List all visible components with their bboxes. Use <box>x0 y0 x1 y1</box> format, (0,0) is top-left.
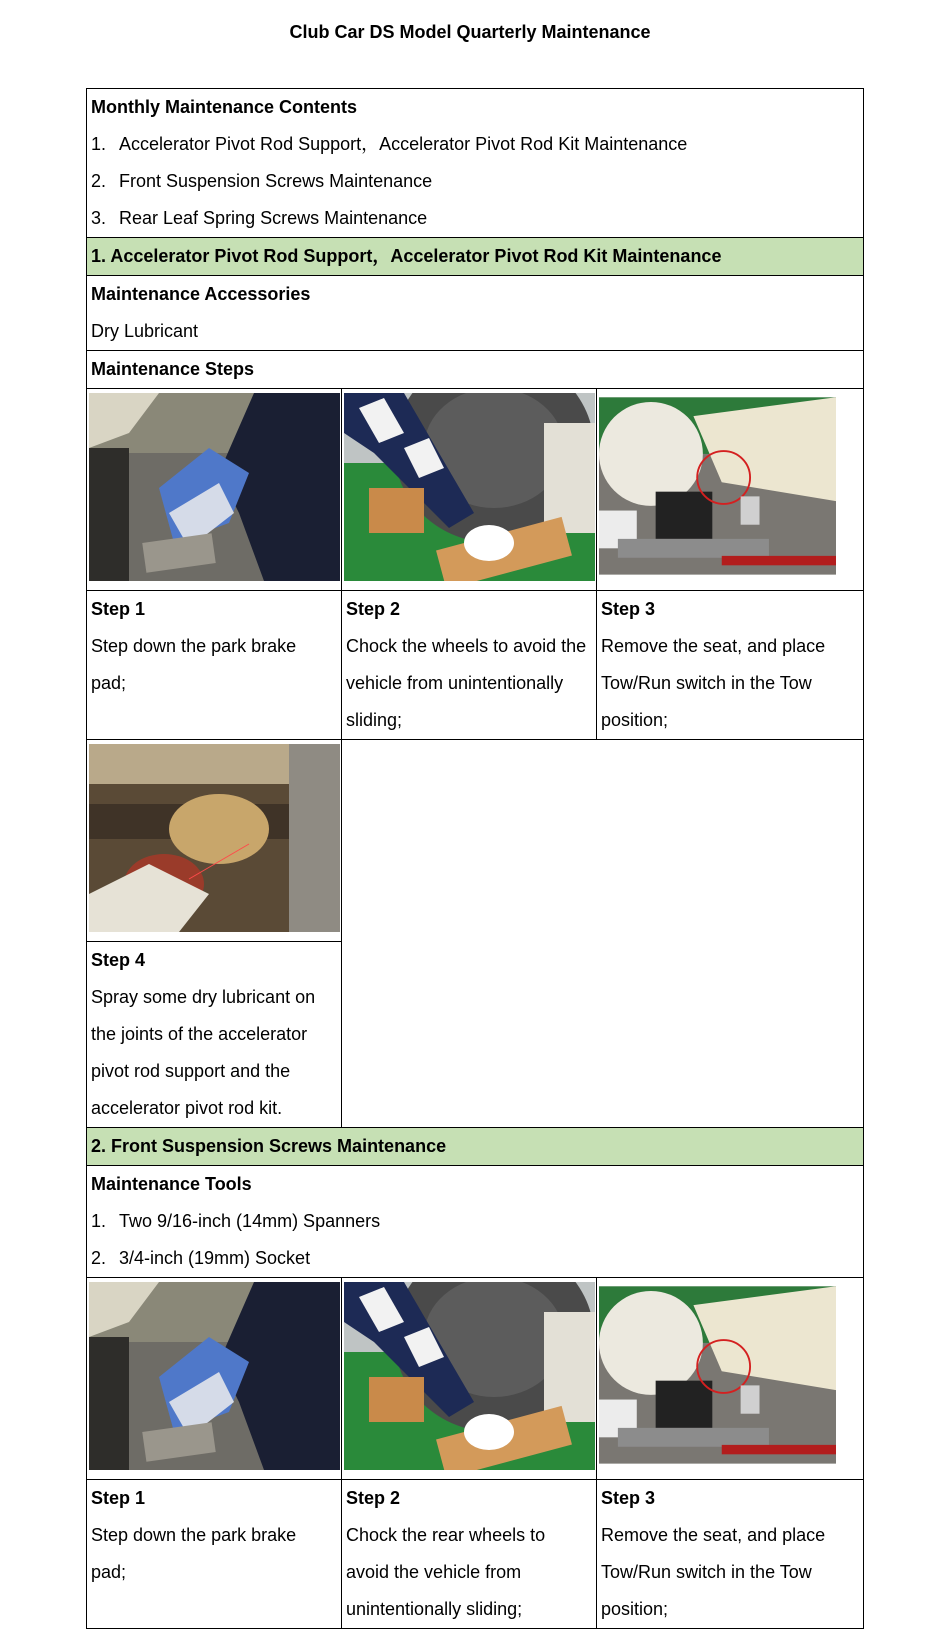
section2-tools-row <box>87 1166 864 1278</box>
s2-step1-text-cell <box>87 1480 342 1629</box>
contents-item-number: 3. <box>91 208 107 228</box>
s2-step3-line: position; <box>601 1599 669 1619</box>
step1-line: Step down the park brake <box>91 636 297 656</box>
step4-title: Step 4 <box>91 950 146 970</box>
section2-header-row <box>87 1128 864 1166</box>
contents-item-number: 2. <box>91 171 107 191</box>
section1-step4-photo-row <box>87 740 864 942</box>
section2-header: 2. Front Suspension Screws Maintenance <box>87 1128 864 1166</box>
contents-row <box>87 89 864 238</box>
contents-item <box>91 200 859 237</box>
s2-step3-photo <box>599 1286 836 1464</box>
contents-item-number: 1. <box>91 134 107 154</box>
step2-line: vehicle from unintentionally <box>346 673 564 693</box>
step4-photo <box>89 744 340 932</box>
step3-photo <box>599 397 836 575</box>
s2-step1-line: Step down the park brake <box>91 1525 297 1545</box>
tools-heading: Maintenance Tools <box>91 1174 252 1194</box>
section2-step-text-row <box>87 1480 864 1629</box>
tools-item-number: 2. <box>91 1248 107 1268</box>
step1-title: Step 1 <box>91 599 146 619</box>
section1-header: 1. Accelerator Pivot Rod Support，Accelerator Pivot Rod Kit Maintenance <box>87 238 864 276</box>
section1-photo-row <box>87 389 864 591</box>
step1-line: pad; <box>91 673 127 693</box>
empty-cell <box>342 740 864 1128</box>
tools-item <box>91 1240 859 1277</box>
s2-step2-text-cell <box>342 1480 597 1629</box>
s2-step3-photo-cell <box>597 1278 864 1480</box>
contents-item-text: Accelerator Pivot Rod Support，Accelerator Pivot Rod Kit Maintenance <box>119 134 688 154</box>
s2-step3-line: Tow/Run switch in the Tow <box>601 1562 812 1582</box>
step4-text-cell <box>87 942 342 1128</box>
step4-photo-cell <box>87 740 342 942</box>
step3-line: Remove the seat, and place <box>601 636 826 656</box>
step4-line: accelerator pivot rod kit. <box>91 1098 283 1118</box>
contents-item-text: Front Suspension Screws Maintenance <box>119 171 433 191</box>
accessories-cell <box>87 276 864 351</box>
s2-step1-photo <box>89 1282 340 1470</box>
contents-item <box>91 126 859 163</box>
step2-line: sliding; <box>346 710 403 730</box>
steps-heading: Maintenance Steps <box>87 351 864 389</box>
step3-line: position; <box>601 710 669 730</box>
s2-step1-photo-cell <box>87 1278 342 1480</box>
step1-photo <box>89 393 340 581</box>
accessories-value: Dry Lubricant <box>91 321 199 341</box>
s2-step1-title: Step 1 <box>91 1488 146 1508</box>
step2-photo <box>344 393 595 581</box>
section2-photo-row <box>87 1278 864 1480</box>
document-title: Club Car DS Model Quarterly Maintenance <box>289 22 651 42</box>
step3-line: Tow/Run switch in the Tow <box>601 673 812 693</box>
step2-text-cell <box>342 591 597 740</box>
tools-item-number: 1. <box>91 1211 107 1231</box>
contents-item-text: Rear Leaf Spring Screws Maintenance <box>119 208 428 228</box>
s2-step2-line: unintentionally sliding; <box>346 1599 523 1619</box>
s2-step2-photo-cell <box>342 1278 597 1480</box>
contents-heading: Monthly Maintenance Contents <box>91 97 358 117</box>
step1-text-cell <box>87 591 342 740</box>
s2-step3-line: Remove the seat, and place <box>601 1525 826 1545</box>
step3-photo-cell <box>597 389 864 591</box>
step2-photo-cell <box>342 389 597 591</box>
step4-line: Spray some dry lubricant on <box>91 987 316 1007</box>
s2-step3-text-cell <box>597 1480 864 1629</box>
step2-line: Chock the wheels to avoid the <box>346 636 587 656</box>
s2-step2-photo <box>344 1282 595 1470</box>
s2-step2-line: avoid the vehicle from <box>346 1562 522 1582</box>
step1-photo-cell <box>87 389 342 591</box>
section1-accessories-row <box>87 276 864 351</box>
section1-step-text-row <box>87 591 864 740</box>
step3-text-cell <box>597 591 864 740</box>
step3-title: Step 3 <box>601 599 656 619</box>
maintenance-table <box>86 88 864 1629</box>
step4-line: pivot rod support and the <box>91 1061 291 1081</box>
step4-line: the joints of the accelerator <box>91 1024 308 1044</box>
contents-cell <box>87 89 864 238</box>
contents-item <box>91 163 859 200</box>
tools-item-text: Two 9/16-inch (14mm) Spanners <box>119 1211 381 1231</box>
tools-item-text: 3/4-inch (19mm) Socket <box>119 1248 311 1268</box>
s2-step2-title: Step 2 <box>346 1488 401 1508</box>
tools-cell <box>87 1166 864 1278</box>
s2-step1-line: pad; <box>91 1562 127 1582</box>
section1-steps-heading-row <box>87 351 864 389</box>
s2-step3-title: Step 3 <box>601 1488 656 1508</box>
tools-item <box>91 1203 859 1240</box>
step2-title: Step 2 <box>346 599 401 619</box>
section1-header-row <box>87 238 864 276</box>
accessories-heading: Maintenance Accessories <box>91 284 311 304</box>
s2-step2-line: Chock the rear wheels to <box>346 1525 546 1545</box>
